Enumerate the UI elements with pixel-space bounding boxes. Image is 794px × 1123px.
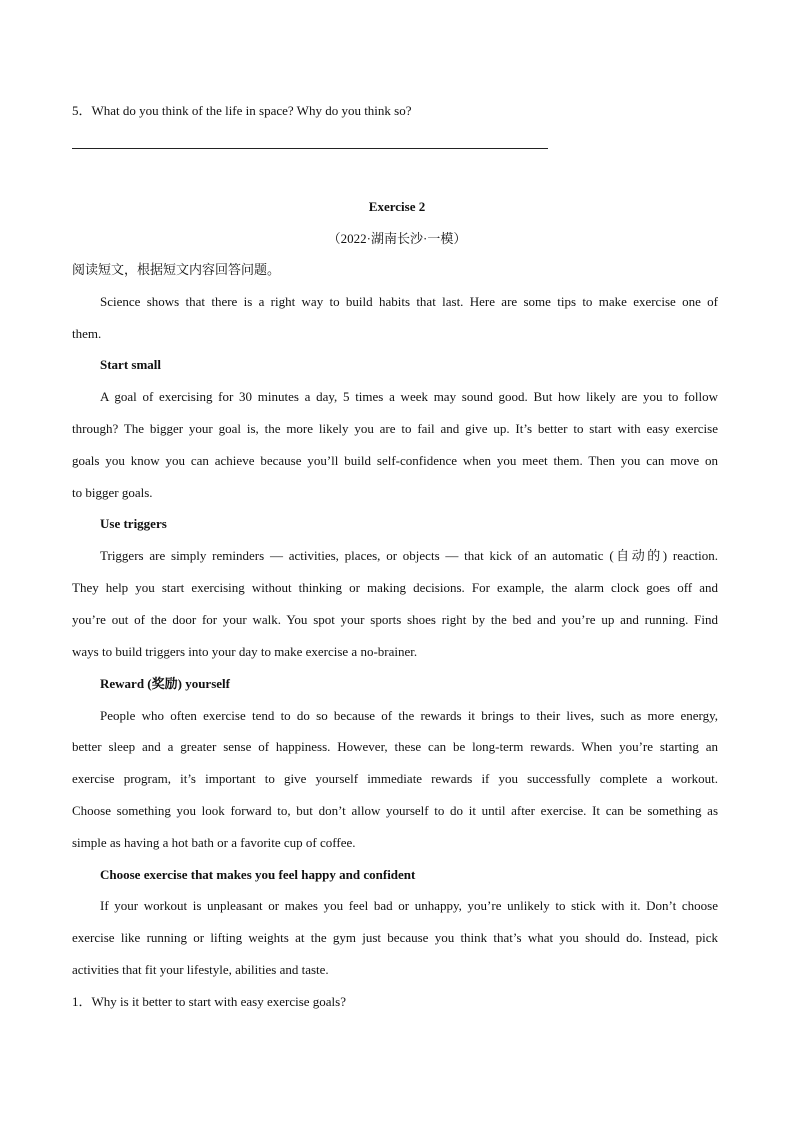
paragraph-line: activities that fit your lifestyle, abilities and taste.	[72, 962, 329, 977]
section-heading: Use triggers	[100, 516, 167, 531]
paragraph-line: Triggers are simply reminders — activities, places, or objects — that kick of an automatic (自动的) reaction.	[100, 548, 718, 563]
intro-line: them.	[72, 326, 102, 341]
instruction: 阅读短文，根据短文内容回答问题。	[72, 262, 281, 277]
intro-line: Science shows that there is a right way to build habits that last. Here are some tips to make exercise one of	[100, 294, 718, 309]
exercise-title: Exercise 2	[368, 199, 426, 214]
paragraph-line: Choose something you look forward to, but don’t allow yourself to do it until after exercise. It can be something as	[72, 803, 718, 818]
question-1: 1．Why is it better to start with easy exercise goals?	[72, 994, 347, 1009]
paragraph-line: A goal of exercising for 30 minutes a day, 5 times a week may sound good. But how likely are you to follow	[100, 389, 718, 404]
paragraph-line: simple as having a hot bath or a favorite cup of coffee.	[72, 835, 356, 850]
paragraph-line: exercise program, it’s important to give yourself immediate rewards if you successfully complete a workout.	[72, 771, 718, 786]
exercise-source: （2022·湖南长沙·一模）	[327, 231, 467, 246]
paragraph-line: you’re out of the door for your walk. You spot your sports shoes right by the bed and you’re up and running. Find	[72, 612, 718, 627]
question-5: 5．What do you think of the life in space? Why do you think so?	[72, 103, 412, 118]
section-heading: Choose exercise that makes you feel happy and confident	[100, 867, 416, 882]
paragraph-line: through? The bigger your goal is, the more likely you are to fail and give up. It’s better to start with easy exercise	[72, 421, 718, 436]
section-heading: Start small	[100, 357, 162, 372]
section-heading: Reward (奖励) yourself	[100, 676, 230, 691]
paragraph-line: exercise like running or lifting weights at the gym just because you think that’s what you should do. Instead, pick	[72, 930, 718, 945]
paragraph-line: better sleep and a greater sense of happiness. However, these can be long-term rewards. When you’re starting an	[72, 739, 718, 754]
paragraph-line: They help you start exercising without thinking or making decisions. For example, the alarm clock goes off and	[72, 580, 718, 595]
paragraph-line: ways to build triggers into your day to make exercise a no-brainer.	[72, 644, 418, 659]
paragraph-line: to bigger goals.	[72, 485, 153, 500]
paragraph-line: People who often exercise tend to do so because of the rewards it brings to their lives, such as more energy,	[100, 708, 718, 723]
paragraph-line: If your workout is unpleasant or makes you feel bad or unhappy, you’re unlikely to stick with it. Don’t choose	[100, 898, 718, 913]
paragraph-line: goals you know you can achieve because you’ll build self-confidence when you meet them. Then you can move on	[72, 453, 718, 468]
answer-line	[72, 148, 548, 149]
